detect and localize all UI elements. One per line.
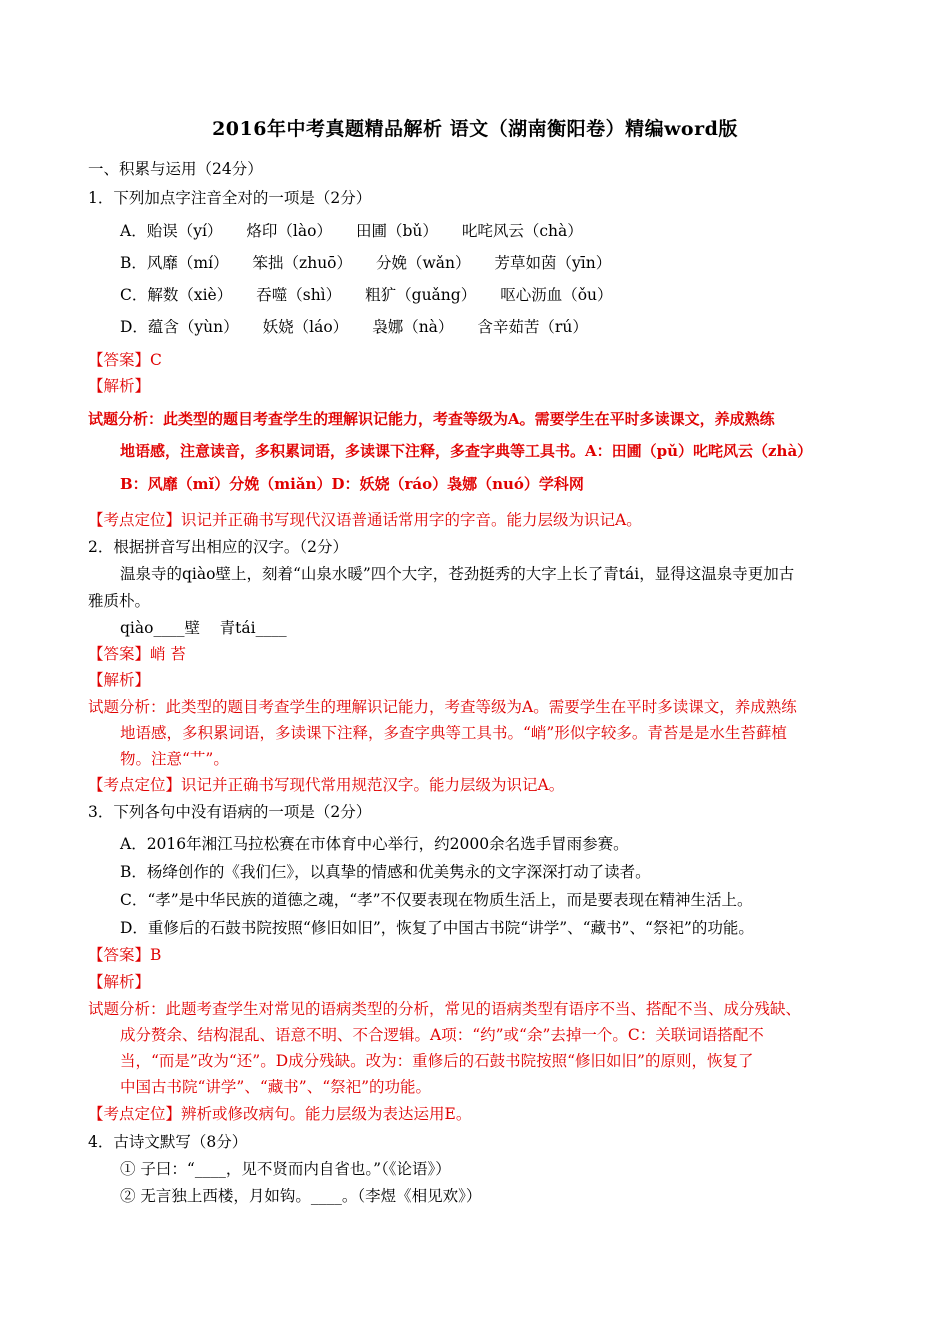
q4-item: ① 子曰：“____，见不贤而内自省也。”（《论语》） <box>120 1160 451 1178</box>
option-part: 妖娆（láo） <box>262 318 349 336</box>
option-part: 粗犷（guǎng） <box>365 286 477 304</box>
option-part: A．贻误（yí） <box>120 222 223 240</box>
q1-analysis-line: B：风靡（mǐ）分娩（miǎn）D：妖娆（ráo）袅娜（nuó）学科网 <box>120 475 584 493</box>
option-part: 烙印（lào） <box>246 222 332 240</box>
q1-stem: 1．下列加点字注音全对的一项是（2分） <box>88 189 372 207</box>
q3-answer: 【答案】B <box>88 946 162 964</box>
q3-kaodian: 【考点定位】辨析或修改病句。能力层级为表达运用E。 <box>88 1105 472 1123</box>
q1-option-c <box>120 285 637 305</box>
q2-passage: 温泉寺的qiào壁上，刻着“山泉水暖”四个大字，苍劲挺秀的大字上长了青tái，显得这温泉寺更加古 <box>120 565 795 583</box>
option-part: 叱咤风云（chà） <box>461 222 583 240</box>
q2-blanks: qiào____壁 青tái____ <box>120 619 287 637</box>
q1-option-d <box>120 317 612 337</box>
q1-kaodian: 【考点定位】识记并正确书写现代汉语普通话常用字的字音。能力层级为识记A。 <box>88 511 642 529</box>
document-title: 2016年中考真题精品解析 语文（湖南衡阳卷）精编word版 <box>212 118 738 140</box>
option-part: 含辛茹苦（rú） <box>477 318 588 336</box>
q2-kaodian: 【考点定位】识记并正确书写现代常用规范汉字。能力层级为识记A。 <box>88 776 565 794</box>
option-part: 呕心沥血（ǒu） <box>500 286 613 304</box>
q3-option-d: D．重修后的石鼓书院按照“修旧如旧”，恢复了中国古书院“讲学”、“藏书”、“祭祀”的功能。 <box>120 919 754 937</box>
q1-analysis-line: 试题分析：此类型的题目考查学生的理解识记能力，考查等级为A。需要学生在平时多读课文，养成熟练 <box>88 410 775 428</box>
q1-option-b <box>120 253 635 273</box>
q3-analysis-line: 试题分析：此题考查学生对常见的语病类型的分析，常见的语病类型有语序不当、搭配不当、成分残缺、 <box>88 1000 802 1018</box>
option-part: C．解数（xiè） <box>120 286 233 304</box>
q4-stem: 4．古诗文默写（8分） <box>88 1133 248 1151</box>
q1-option-a <box>120 221 607 241</box>
q4-item: ② 无言独上西楼，月如钩。____。（李煜《相见欢》） <box>120 1187 482 1205</box>
option-part: D．蕴含（yùn） <box>120 318 239 336</box>
q2-answer: 【答案】峭 苔 <box>88 645 186 663</box>
q3-analysis-label: 【解析】 <box>88 973 151 991</box>
q1-answer: 【答案】C <box>88 351 162 369</box>
option-part: 袅娜（nà） <box>372 318 454 336</box>
q3-option-b: B．杨绛创作的《我们仨》，以真挚的情感和优美隽永的文字深深打动了读者。 <box>120 863 651 881</box>
q3-analysis-line: 成分赘余、结构混乱、语意不明、不合逻辑。A项：“约”或“余”去掉一个。C：关联词语搭配不 <box>120 1026 764 1044</box>
q3-option-a: A．2016年湘江马拉松赛在市体育中心举行，约2000余名选手冒雨参赛。 <box>120 835 629 853</box>
option-part: B．风靡（mí） <box>120 254 229 272</box>
option-part: 笨拙（zhuō） <box>252 254 353 272</box>
q3-stem: 3．下列各句中没有语病的一项是（2分） <box>88 803 372 821</box>
q1-analysis-label: 【解析】 <box>88 377 151 395</box>
q1-analysis-line: 地语感，注意读音，多积累词语，多读课下注释，多查字典等工具书。A：田圃（pǔ）叱咤风云（zhà） <box>120 442 813 460</box>
q2-stem: 2．根据拼音写出相应的汉字。（2分） <box>88 538 348 556</box>
option-part: 田圃（bǔ） <box>355 222 438 240</box>
q3-analysis-line: 中国古书院“讲学”、“藏书”、“祭祀”的功能。 <box>120 1078 432 1096</box>
option-part: 分娩（wǎn） <box>376 254 471 272</box>
q2-analysis-label: 【解析】 <box>88 671 151 689</box>
q2-analysis-line: 试题分析：此类型的题目考查学生的理解识记能力，考查等级为A。需要学生在平时多读课文，养成熟练 <box>88 698 797 716</box>
q2-analysis-line: 地语感，多积累词语，多读课下注释，多查字典等工具书。“峭”形似字较多。青苔是是水生苔藓植 <box>120 724 787 742</box>
q3-option-c: C．“孝”是中华民族的道德之魂，“孝”不仅要表现在物质生活上，而是要表现在精神生活上。 <box>120 891 753 909</box>
q2-passage: 雅质朴。 <box>88 592 151 610</box>
q2-analysis-line: 物。注意“艹”。 <box>120 750 229 768</box>
section-heading: 一、积累与运用（24分） <box>88 160 263 178</box>
option-part: 吞噬（shì） <box>256 286 342 304</box>
option-part: 芳草如茵（yīn） <box>494 254 612 272</box>
q3-analysis-line: 当，“而是”改为“还”。D成分残缺。改为：重修后的石鼓书院按照“修旧如旧”的原则，恢复了 <box>120 1052 754 1070</box>
